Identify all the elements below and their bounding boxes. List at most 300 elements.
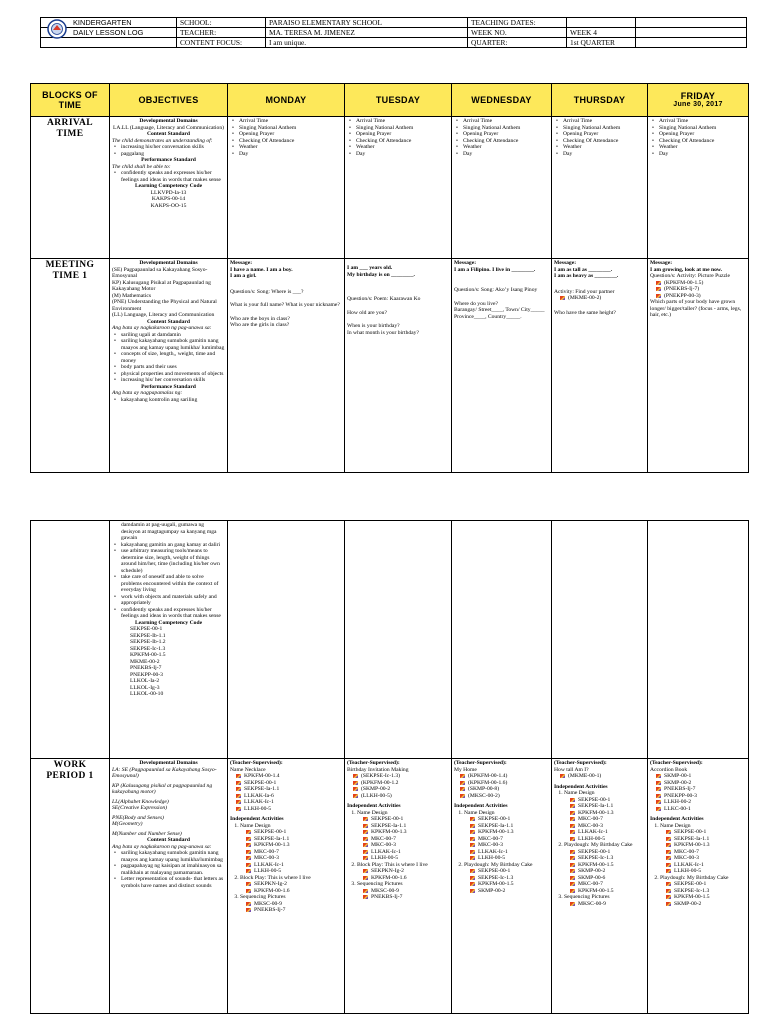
- dev-domains-text: LA.LL (Language, Literacy and Communication): [112, 124, 224, 131]
- independent-activities-label: Independent Activities: [454, 803, 508, 809]
- dev-domain-line: (M) Mathematics: [112, 292, 151, 299]
- competency-code: MKC-00-3: [478, 842, 549, 849]
- continued-line: damdamin at pag-uugali, gumawa ng desisyon at magtagumpay sa kanyang mga gawain: [121, 522, 217, 541]
- competency-code: MKC-00-7: [478, 836, 549, 843]
- competency-code: LLKH-00-5: [371, 855, 449, 862]
- teacher-supervised-label: (Teacher-Supervised):: [454, 760, 507, 766]
- quarter-extra: [636, 38, 747, 48]
- message-line: I am as heavy as ________.: [554, 273, 619, 279]
- dev-domain-line: (PNE) Understanding the Physical and Natural Environment: [112, 299, 217, 312]
- content-standard-title: Content Standard: [146, 131, 191, 137]
- code-list: [357, 888, 449, 901]
- competency-code: KPKFM-00-1.5: [674, 894, 746, 901]
- competency-code: LLKAK-Ic-1: [254, 862, 342, 869]
- question-line: Question/s: Song: Where is ___?: [230, 288, 304, 295]
- code-list: [464, 816, 549, 862]
- independent-activity: [564, 894, 645, 907]
- lesson-table-page1: [30, 83, 749, 473]
- competency-code: KPKFM-00-1.5: [578, 888, 645, 895]
- content-standard-text: Ang bata ay nagkakaroon ng pag-unawa sa:: [112, 325, 212, 331]
- arrival-friday: [648, 117, 749, 259]
- activity-name: 1. Name Design: [564, 790, 595, 796]
- competency-code: KPKFM-00-1.6: [371, 875, 449, 882]
- code-list: [564, 901, 645, 908]
- list-item: • confidently speaks and expresses his/her feelings and ideas in words that makes sense: [121, 170, 225, 183]
- competency-code: MKSC-00-9: [578, 901, 645, 908]
- routine-item: • Checking Of Attendance: [563, 138, 645, 145]
- code-list: [240, 901, 342, 914]
- competency-code: KAKPS-OO-15: [150, 202, 187, 209]
- competency-code: LLKOL-Ia-2: [130, 678, 160, 684]
- teacher-supervised-label: (Teacher-Supervised):: [347, 760, 400, 766]
- focus-value: I am unique.: [266, 38, 468, 48]
- competency-code: SKMP-00-2: [674, 901, 746, 908]
- independent-activity-list: [554, 790, 645, 907]
- routine-item: • Opening Prayer: [659, 131, 746, 138]
- routine-item: • Singing National Anthem: [239, 125, 342, 132]
- competency-code: LLKAK-Ic-1: [244, 799, 342, 806]
- independent-activity: [240, 894, 342, 914]
- code-list: [357, 868, 449, 881]
- competency-code: (MKME-00-1): [568, 773, 645, 780]
- independent-activities-label: Independent Activities: [230, 816, 284, 822]
- activity-name: 1. Name Design: [660, 822, 691, 829]
- routine-item: • Singing National Anthem: [463, 125, 549, 132]
- competency-code: KPKFM-00-1.3: [674, 842, 746, 849]
- competency-code: (SEKPSE-Ic-1.3): [361, 773, 449, 780]
- question-line: Question/s: Poem: Kaarawan Ko: [347, 296, 421, 302]
- message-label: Message:: [554, 260, 577, 266]
- meeting-friday: [648, 259, 749, 473]
- col-friday: [648, 84, 749, 117]
- competency-code: SEKPSE-00-1: [130, 626, 163, 632]
- activity-name: 1. Name Design: [357, 809, 388, 816]
- competency-code: LLKOL-00-10: [130, 691, 164, 697]
- dev-domain-line: KP) Kalusugang Pisikal at Pagpapaunlad ng Kakayahang Motor: [112, 279, 211, 292]
- competency-code: MKC-00-7: [371, 836, 449, 843]
- list-item: • Letter representation of sounds- that letters as symbols have names and distinct sounds: [121, 876, 225, 889]
- continued-thursday: [552, 521, 648, 759]
- routine-item: • Weather: [239, 144, 342, 151]
- routine-item: • Checking Of Attendance: [659, 138, 746, 145]
- quarter-label: QUARTER:: [468, 38, 567, 48]
- list-item: • paggalang: [121, 151, 225, 158]
- header-title-line2: DAILY LESSON LOG: [41, 28, 177, 38]
- code-list: [347, 773, 449, 799]
- independent-activity-list: [347, 810, 449, 901]
- competency-code: KPKFM-00-1.3: [254, 842, 342, 849]
- activity-name: 2. Block Play: This is where I live: [240, 874, 311, 881]
- competency-code: KPKFM-00-1.3: [371, 829, 449, 836]
- competency-code: PNEKBS-Ij-7: [254, 907, 342, 914]
- competency-code: SEKPSE-Ib-1.1: [130, 632, 166, 639]
- competency-code: SEKPSE-Ic-1.3: [130, 645, 166, 652]
- quarter-value: 1st QUARTER: [567, 38, 636, 48]
- code-list: [564, 849, 645, 895]
- independent-activity: [357, 862, 449, 882]
- competency-code: SEKPSE-00-1: [578, 849, 645, 856]
- dev-domain-line: M(Geometry): [112, 821, 143, 827]
- activity-name: 3. Sequencing Pictures: [564, 894, 610, 900]
- dates-value: [567, 18, 636, 28]
- dev-domain-line: SE(Creative Expression): [112, 805, 168, 811]
- message-line: I am ___ years old.: [347, 265, 393, 271]
- competency-code: (MKSC-00-2): [468, 793, 549, 800]
- arrival-objectives: [110, 117, 228, 259]
- list-item: • sariling kakayahang sumubok gamitin nang maayos ang kamay upang lumikha/ lumimbag: [121, 338, 225, 351]
- routine-item: • Weather: [563, 144, 645, 151]
- question-line: Who are the boys in class?: [230, 315, 290, 322]
- dev-domain-line: LA: SE (Pagpapaunlad sa Kakayahang Sosyo-Emosyunal): [112, 766, 217, 779]
- question-line: Question/s: Activity: Picture Puzzle: [650, 273, 731, 279]
- dev-domain-line: PNE(Body and Senses): [112, 814, 164, 821]
- routine-item: • Day: [563, 151, 645, 158]
- friday-date: June 30, 2017: [673, 101, 723, 108]
- school-value: PARAISO ELEMENTARY SCHOOL: [266, 18, 468, 28]
- competency-code: SEKPKN-Ig-2: [254, 881, 342, 888]
- competency-code: SEKPKN-Ig-2: [371, 868, 449, 875]
- competency-code: (SKMP-00-2: [361, 786, 449, 793]
- routine-item: • Arrival Time: [659, 118, 746, 125]
- competency-code: PNEKBS-Ij-7: [664, 786, 746, 793]
- competency-code-title: Learning Competency Code: [134, 183, 203, 189]
- meeting-monday: [228, 259, 345, 473]
- competency-code: SEKPSE-00-1: [371, 816, 449, 823]
- message-label: Message:: [454, 260, 477, 266]
- competency-code: KPKFM-00-1.3: [478, 829, 549, 836]
- independent-activities-label: Independent Activities: [554, 783, 608, 790]
- arrival-tuesday: [345, 117, 452, 259]
- dev-domain-line: M(Number and Number Sense): [112, 830, 182, 837]
- activity-name: 2. Playdough: My Birthday Cake: [660, 874, 729, 881]
- competency-code: SEKPSE-00-1: [478, 816, 549, 823]
- routine-item: • Singing National Anthem: [563, 125, 645, 132]
- competency-code: KAKPS-00-14: [151, 196, 186, 202]
- routine-item: • Day: [239, 151, 342, 158]
- routine-item: • Weather: [659, 144, 746, 151]
- activity-name: 2. Playdough: My Birthday Cake: [464, 861, 533, 868]
- list-item: • confidently speaks and expresses his/her feelings and ideas in words that makes sense: [121, 607, 225, 620]
- dev-domain-line: (SE) Pagpapaunlad sa Kakayahang Sosyo-Emosyunal: [112, 266, 208, 279]
- independent-activity-list: [650, 823, 746, 908]
- competency-code: KPKFM-00-1.3: [578, 810, 645, 817]
- continued-objectives: [110, 521, 228, 759]
- activity-title: Name Necklace: [230, 766, 266, 773]
- competency-code: PNEKPP-00-3: [130, 671, 163, 678]
- competency-code: SEKPSE-00-1: [244, 780, 342, 787]
- competency-code: LLKH-00-5: [254, 868, 342, 875]
- week-extra: [636, 28, 747, 38]
- competency-code: SEKPSE-Ia-1.1: [244, 786, 342, 793]
- arrival-row: [31, 117, 749, 259]
- activity-title: Accordion Book: [650, 766, 688, 773]
- routine-item: • Opening Prayer: [356, 131, 449, 138]
- independent-activity: [660, 823, 746, 875]
- school-label: SCHOOL:: [177, 18, 266, 28]
- competency-code: PNEKPP-00-3: [664, 793, 746, 800]
- question-line: Where do you live?: [454, 300, 498, 307]
- dates-label: TEACHING DATES:: [468, 18, 567, 28]
- dev-domains-title: Developmental Domains: [139, 118, 198, 124]
- message-line: I am as tall as ________.: [554, 266, 613, 273]
- continued-tuesday: [345, 521, 452, 759]
- competency-code: MKC-00-7: [674, 849, 746, 856]
- competency-code: MKC-00-7: [254, 849, 342, 856]
- col-thursday: THURSDAY: [552, 84, 648, 117]
- focus-label: CONTENT FOCUS:: [177, 38, 266, 48]
- teacher-supervised-label: (Teacher-Supervised):: [650, 760, 703, 766]
- question-line: Which parts of your body have grown longer/ bigger/taller? (focus - arms, legs, hair, etc.): [650, 299, 742, 318]
- activity-name: 2. Block Play: This is where I live: [357, 861, 428, 868]
- col-blocks-of-time: BLOCKS OF TIME: [31, 84, 110, 117]
- competency-code: LLKAK-Ic-1: [371, 849, 449, 856]
- meeting-row: [31, 259, 749, 473]
- code-list: [660, 829, 746, 875]
- competency-code: (PNEKBS-Ij-7): [664, 286, 746, 293]
- competency-code: (MKME-00-2): [568, 295, 645, 302]
- code-list: [230, 773, 342, 812]
- dll-header: [40, 17, 747, 48]
- independent-activity: [357, 881, 449, 901]
- competency-code: SEKPSE-Ia-1.1: [478, 823, 549, 830]
- message-line: I am a girl.: [230, 273, 257, 279]
- competency-code: PNEKBS-Ij-7: [371, 894, 449, 901]
- routine-item: • Arrival Time: [356, 118, 449, 125]
- friday-label: FRIDAY: [680, 91, 716, 101]
- competency-code: MKC-00-3: [578, 823, 645, 830]
- competency-code: LLKC-00-1: [664, 806, 746, 813]
- work-friday: [648, 759, 749, 1014]
- list-item: • kakayahang gamitin an gang kamay at daliri: [121, 542, 225, 549]
- activity-title: Birthday Invitation Making: [347, 766, 409, 773]
- meeting-objectives: [110, 259, 228, 473]
- continued-block: [31, 521, 110, 759]
- routine-item: • Weather: [356, 144, 449, 151]
- routine-item: • Arrival Time: [463, 118, 549, 125]
- competency-code: SEKPSE-Ia-1.1: [578, 803, 645, 810]
- dev-domain-line: (LL) Language, Literacy and Communication: [112, 312, 215, 318]
- competency-code: MKSC-00-9: [371, 888, 449, 895]
- question-line: Barangay/ Street____, Town/ City_____ Province____, Country_____.: [454, 307, 545, 320]
- content-standard-title: Content Standard: [146, 318, 191, 325]
- competency-code: SEKPSE-00-1: [478, 868, 549, 875]
- independent-activity: [464, 810, 549, 862]
- competency-code: KPKFM-00-1.5: [130, 652, 166, 658]
- code-list: [660, 881, 746, 907]
- competency-code-list: [112, 626, 225, 698]
- competency-code: (SKMP-00-8): [468, 786, 549, 793]
- routine-item: • Singing National Anthem: [659, 125, 746, 132]
- routine-item: • Day: [659, 151, 746, 158]
- continued-row: [31, 521, 749, 759]
- routine-item: • Opening Prayer: [563, 131, 645, 138]
- work-thursday: [552, 759, 648, 1014]
- code-list: [464, 868, 549, 894]
- arrival-wednesday: [452, 117, 552, 259]
- competency-code: (KPKFM-00-1.2: [361, 780, 449, 787]
- list-item: • increasing his/her conversation skills: [121, 144, 225, 151]
- independent-activity-list: [230, 823, 342, 914]
- competency-code: LLKAK-Ic-1: [478, 849, 549, 856]
- competency-code: LLKH-00-5: [478, 855, 549, 862]
- question-line: When is your birthday?: [347, 323, 400, 329]
- dates-extra: [636, 18, 747, 28]
- competency-code: SEKPSE-00-1: [254, 829, 342, 836]
- routine-item: • Day: [463, 151, 549, 158]
- code-list: [650, 773, 746, 812]
- dev-domains-title: Developmental Domains: [139, 260, 198, 266]
- competency-code: MKC-00-7: [578, 881, 645, 888]
- performance-standard-title: Performance Standard: [141, 383, 196, 390]
- list-item: • work with objects and materials safely and appropriately: [121, 594, 225, 607]
- competency-code-title: Learning Competency Code: [134, 619, 203, 626]
- question-line: What is your full name? What is your nickname?: [230, 302, 340, 308]
- list-item: • sariling ugali at damdamin: [121, 332, 225, 339]
- activity-line: Activity: Find your partner: [554, 288, 615, 295]
- routine-item: • Singing National Anthem: [356, 125, 449, 132]
- meeting-tuesday: [345, 259, 452, 473]
- competency-code: LLKH-00-5: [674, 868, 746, 875]
- competency-code: SKMP-00-2: [664, 780, 746, 787]
- deped-seal-icon: [47, 19, 67, 39]
- competency-code: MKME-00-2: [130, 658, 160, 665]
- competency-code: MKC-00-3: [674, 855, 746, 862]
- competency-code: KPKFM-00-1.5: [578, 862, 645, 869]
- meeting-thursday: [552, 259, 648, 473]
- competency-code: LLKVPD-Ia-13: [150, 189, 187, 196]
- routine-item: • Day: [356, 151, 449, 158]
- list-item: • sariling kakayahang sumubok gamitin nang maayos ang kamay upang lumikha/lumimbag: [121, 850, 225, 863]
- independent-activity: [564, 842, 645, 894]
- routine-item: • Checking Of Attendance: [356, 138, 449, 145]
- competency-code: SEKPSE-00-1: [674, 881, 746, 888]
- competency-code: KPKFM-00-1.5: [478, 881, 549, 888]
- dev-domain-line: LL(Alphabet Knowledge): [112, 798, 169, 805]
- competency-code: SEKPSE-Ib-1.2: [130, 639, 166, 645]
- routine-item: • Opening Prayer: [463, 131, 549, 138]
- col-objectives: OBJECTIVES: [110, 84, 228, 117]
- list-item: • increasing his/ her conversation skills: [121, 377, 225, 384]
- independent-activity: [357, 810, 449, 862]
- question-line: Who are the girls in class?: [230, 322, 290, 328]
- competency-code: MKC-00-7: [578, 816, 645, 823]
- competency-code: LLKAK-Ic-1: [674, 862, 746, 869]
- competency-code: SEKPSE-00-1: [578, 797, 645, 804]
- independent-activity: [660, 875, 746, 908]
- competency-code: (KPKFM-00-1.5): [664, 280, 746, 287]
- independent-activity: [240, 823, 342, 875]
- competency-code: SKMP-00-6: [578, 875, 645, 882]
- performance-standard-text: The child shall be able to:: [112, 163, 171, 170]
- teacher-label: TEACHER:: [177, 28, 266, 38]
- competency-code: LLKAK-Ia-6: [244, 793, 342, 800]
- competency-code: SKMP-00-2: [478, 888, 549, 895]
- block-work-period: WORK PERIOD 1: [31, 759, 110, 1014]
- list-item: • use arbitrary measuring tools/means to determine size, length, weight of things around him/her, time (including his/her own schedule): [121, 548, 225, 574]
- competency-code: SEKPSE-00-1: [674, 829, 746, 836]
- competency-code: SKMP-00-1: [664, 773, 746, 780]
- competency-code: KPKFM-00-1.4: [244, 773, 342, 780]
- message-line: I have a name. I am a boy.: [230, 266, 293, 273]
- competency-code: SEKPSE-Ia-1.1: [674, 836, 746, 843]
- work-wednesday: [452, 759, 552, 1014]
- message-label: Message:: [230, 260, 253, 266]
- message-line: I am growing, look at me now.: [650, 266, 722, 273]
- competency-code: MKSC-00-9: [254, 901, 342, 908]
- routine-item: • Arrival Time: [239, 118, 342, 125]
- content-standard-text: Ang bata ay nagkakaroon ng pag-unawa sa:: [112, 843, 212, 850]
- col-tuesday: TUESDAY: [345, 84, 452, 117]
- routine-item: • Checking Of Attendance: [463, 138, 549, 145]
- code-list: [357, 816, 449, 862]
- competency-code: KPKFM-00-1.6: [254, 888, 342, 895]
- competency-code: LLKH-00-5: [244, 806, 342, 813]
- competency-code: LLKAK-Ic-1: [578, 829, 645, 836]
- independent-activities-label: Independent Activities: [650, 816, 704, 822]
- header-blank: [41, 38, 177, 48]
- arrival-thursday: [552, 117, 648, 259]
- independent-activities-label: Independent Activities: [347, 803, 401, 809]
- competency-code: SKMP-00-2: [578, 868, 645, 875]
- work-period-row: [31, 759, 749, 1014]
- message-label: Message:: [650, 260, 673, 266]
- question-line: Who have the same height?: [554, 309, 616, 316]
- list-item: • physical properties and movements of objects: [121, 371, 225, 378]
- content-standard-title: Content Standard: [146, 837, 191, 843]
- competency-code: (LLKH-00-5): [361, 793, 449, 800]
- competency-code: MKC-00-3: [254, 855, 342, 862]
- code-list: [240, 881, 342, 894]
- week-label: WEEK NO.: [468, 28, 567, 38]
- message-line: My birthday is on ________.: [347, 271, 415, 278]
- competency-code: (KPKFM-00-1.4): [468, 773, 549, 780]
- col-monday: MONDAY: [228, 84, 345, 117]
- competency-code: SEKPSE-Ia-1.1: [254, 836, 342, 843]
- work-tuesday: [345, 759, 452, 1014]
- block-arrival-time: ARRIVAL TIME: [31, 117, 110, 259]
- competency-code: PNEKBS-Ij-7: [130, 665, 162, 671]
- header-title-line1: KINDERGARTEN: [41, 18, 177, 28]
- question-line: Question/s: Song: Ako’y Isang Pinoy: [454, 287, 538, 293]
- independent-activity: [564, 790, 645, 842]
- competency-code: LLKH-00-2: [664, 799, 746, 806]
- code-list: [454, 773, 549, 799]
- dev-domain-line: KP (Kalusugang pisikal at pagpapaunlad ng kakayahang motor): [112, 782, 213, 795]
- lesson-table-page2: [30, 520, 749, 1014]
- routine-item: • Arrival Time: [563, 118, 645, 125]
- competency-code: SEKPSE-Ic-1.3: [478, 875, 549, 882]
- question-line: How old are you?: [347, 309, 387, 316]
- work-monday: [228, 759, 345, 1014]
- week-value: WEEK 4: [567, 28, 636, 38]
- continued-wednesday: [452, 521, 552, 759]
- block-meeting-time: MEETING TIME 1: [31, 259, 110, 473]
- independent-activity: [464, 862, 549, 895]
- activity-name: 1. Name Design: [464, 809, 495, 816]
- code-list: [554, 773, 645, 780]
- dev-domains-title: Developmental Domains: [139, 760, 198, 766]
- competency-code: LLKOL-Ig-3: [130, 684, 160, 691]
- independent-activity: [240, 875, 342, 895]
- competency-code: MKC-00-3: [371, 842, 449, 849]
- col-wednesday: WEDNESDAY: [452, 84, 552, 117]
- competency-code: (KPKFM-00-1.6): [468, 780, 549, 787]
- competency-code: SEKPSE-Ic-1.3: [674, 888, 746, 895]
- routine-item: • Opening Prayer: [239, 131, 342, 138]
- work-objectives: [110, 759, 228, 1014]
- continued-friday: [648, 521, 749, 759]
- list-item: • concepts of size, length,, weight, time and money: [121, 351, 225, 364]
